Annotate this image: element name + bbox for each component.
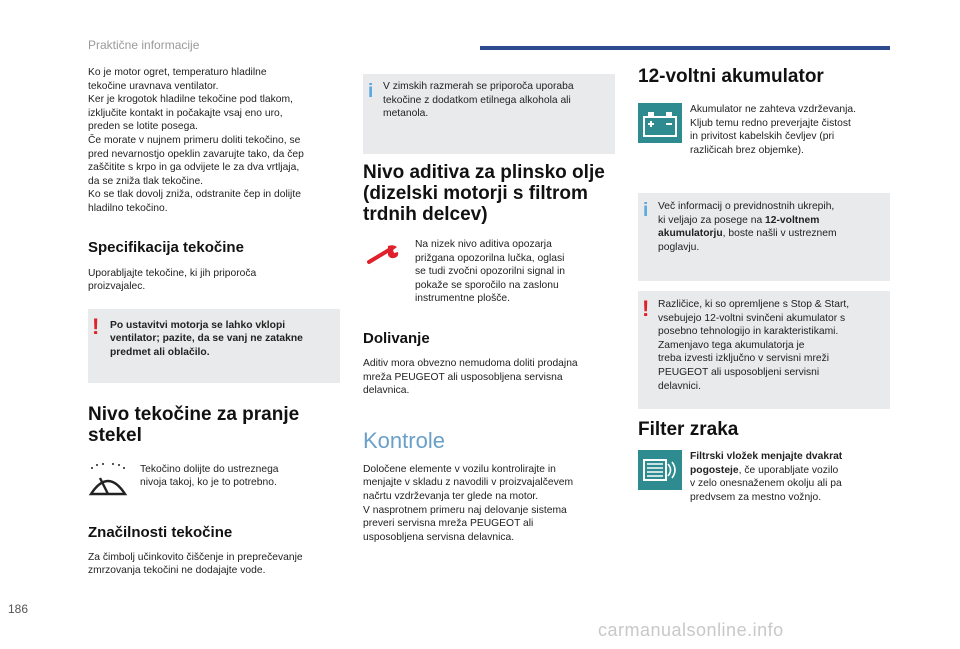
warning-box [88,309,340,383]
intro-line: da se zniža tlak tekočine. [88,175,204,187]
watermark: carmanualsonline.info [598,620,784,640]
washer-heading-line: stekel [88,424,142,446]
refill-heading: Dolivanje [363,330,430,347]
intro-line: Ker je krogotok hladilne tekočine pod tlakom, [88,94,293,106]
refill-text [363,357,615,398]
battery-text [690,103,890,157]
checks-line: načrtu vzdrževanja ter glede na motor. [363,490,539,502]
warning-line: predmet ali oblačilo. [110,346,210,358]
info-text [383,80,615,121]
additive-line: se tudi zvočni opozorilni signal in [415,266,565,278]
warning-icon: ! [92,313,100,339]
spec-line: proizvajalec. [88,281,146,293]
air-filter-span: , če uporabljate vozilo [738,464,839,476]
additive-heading-line: (dizelski motorji s filtrom [363,183,588,204]
battery-line: Akumulator ne zahteva vzdrževanja. [690,104,856,115]
additive-text [415,238,615,306]
characteristics-line: Za čimbolj učinkovito čiščenje in preprečevanje [88,551,303,563]
column-left [88,66,340,578]
battery-info-line: poglavju. [658,241,700,253]
wrench-icon [367,244,401,271]
warning-line: Po ustavitvi motorja se lahko vklopi [110,319,286,331]
spec-text [88,267,340,294]
battery-info-span: , boste našli v ustreznem [722,228,837,240]
header-accent-bar [480,46,890,50]
intro-line: pred nevarnostjo opeklin zavarujte tako, da čep [88,148,304,160]
washer-row [88,462,340,508]
info-icon: i [368,81,374,102]
washer-heading [88,404,340,446]
battery-heading: 12-voltni akumulator [638,66,824,87]
air-filter-bold: Filtrski vložek menjajte dvakrat [690,451,843,462]
column-right [638,66,890,510]
air-filter-row [638,450,890,510]
battery-warning-line: treba izvesti izključno v servisni mreži [658,353,830,365]
info-line: metanola. [383,108,429,120]
washer-line: Tekočino dolijte do ustreznega [140,463,279,475]
refill-line: delavnica. [363,385,410,397]
additive-line: prižgana opozorilna lučka, oglasi [415,252,565,264]
characteristics-line: zmrzovanja tekočini ne dodajajte vode. [88,565,266,577]
additive-row [363,238,615,310]
warning-icon: ! [642,296,650,321]
intro-line: Ko je motor ogret, temperaturo hladilne [88,67,267,78]
washer-line: nivoja takoj, ko je to potrebno. [140,477,277,489]
intro-line: zaščitite s krpo in ga odvijete le za dva vrtljaja, [88,162,300,174]
refill-line: mreža PEUGEOT ali usposobljena servisna [363,371,563,383]
info-icon: i [643,200,649,221]
battery-icon [638,103,682,148]
battery-warning-line: PEUGEOT ali usposobljeni servisni [658,366,820,378]
info-box [363,74,615,154]
air-filter-line: v zelo onesnaženem okolju ali pa [690,478,842,490]
additive-heading-line: trdnih delcev) [363,204,488,225]
spec-line: Uporabljajte tekočine, ki jih priporoča [88,267,257,279]
checks-line: Določene elemente v vozilu kontrolirajte in [363,463,556,475]
battery-line: različicah brez objemke). [690,144,804,156]
battery-warning-line: delavnici. [658,380,701,392]
battery-info-bold: akumulatorju [658,228,723,240]
battery-warning-box [638,291,890,409]
additive-line: Na nizek nivo aditiva opozarja [415,239,552,250]
info-line: V zimskih razmerah se priporoča uporaba [383,81,574,92]
battery-info-bold: 12-voltnem [765,214,820,226]
intro-line: preden se lotite posega. [88,121,198,133]
checks-line: preveri servisna mreža PEUGEOT ali [363,518,534,530]
coolant-intro [88,66,340,216]
intro-line: tekočine uravnava ventilator. [88,80,219,92]
intro-line: izključite kontakt in počakajte vsaj eno uro, [88,107,283,119]
battery-warning-text [658,298,890,393]
battery-line: in privitost kabelskih čevljev (pri [690,131,835,143]
washer-text [140,463,340,490]
checks-line: menjajte v skladu z navodili v proizvajalčevem [363,477,574,489]
battery-warning-line: Zamenjavo tega akumulatorja je [658,339,805,351]
spec-heading: Specifikacija tekočine [88,238,244,256]
battery-warning-line: vsebujejo 12-voltni svinčeni akumulator s [658,312,846,324]
page-number: 186 [8,602,29,616]
checks-line: V nasprotnem primeru naj delovanje sistema [363,504,567,516]
checks-line: usposobljena servisna delavnica. [363,531,515,543]
additive-line: pokaže se sporočilo na zaslonu [415,279,559,291]
air-filter-bold: pogosteje [690,464,739,476]
air-filter-line [690,450,890,464]
battery-warning-line: posebno tehnologijo in karakteristikami. [658,326,839,338]
intro-line: Ko se tlak dovolj zniža, odstranite čep in dolijte [88,189,301,201]
battery-warning-line: Različice, ki so opremljene s Stop & Start, [658,299,850,310]
air-filter-heading: Filter zraka [638,419,739,440]
info-line: tekočine z dodatkom etilnega alkohola ali [383,94,571,106]
battery-info-line [658,214,890,228]
battery-info-span: ki veljajo za posege na [658,214,766,226]
additive-line: instrumentne plošče. [415,293,511,305]
air-filter-line: predvsem za mestno vožnjo. [690,491,822,503]
characteristics-text [88,551,340,578]
refill-line: Aditiv mora obvezno nemudoma doliti prodajna [363,358,578,369]
warning-text [110,319,338,360]
additive-heading-line: Nivo aditiva za plinsko olje [363,162,605,183]
battery-info-box [638,193,890,281]
column-middle [363,66,615,544]
characteristics-heading: Značilnosti tekočine [88,523,233,541]
intro-line: hladilno tekočino. [88,202,168,214]
battery-info-text [658,200,890,254]
air-filter-icon [638,450,682,495]
washer-heading-line: Nivo tekočine za pranje [88,403,300,425]
intro-line: Če morate v nujnem primeru doliti tekočino, se [88,134,301,146]
battery-info-line: Več informacij o previdnostnih ukrepih, [658,201,835,212]
additive-heading [363,162,615,225]
battery-row [638,103,890,169]
checks-heading: Kontrole [363,427,445,453]
windscreen-washer-icon [88,462,128,507]
checks-text [363,463,615,545]
battery-line: Kljub temu redno preverjajte čistost [690,117,851,129]
air-filter-text [690,450,890,504]
battery-info-line [658,227,890,241]
warning-line: ventilator; pazite, da se vanj ne zatakne [110,333,303,345]
running-header: Praktične informacije [88,38,200,52]
air-filter-line [690,464,890,478]
